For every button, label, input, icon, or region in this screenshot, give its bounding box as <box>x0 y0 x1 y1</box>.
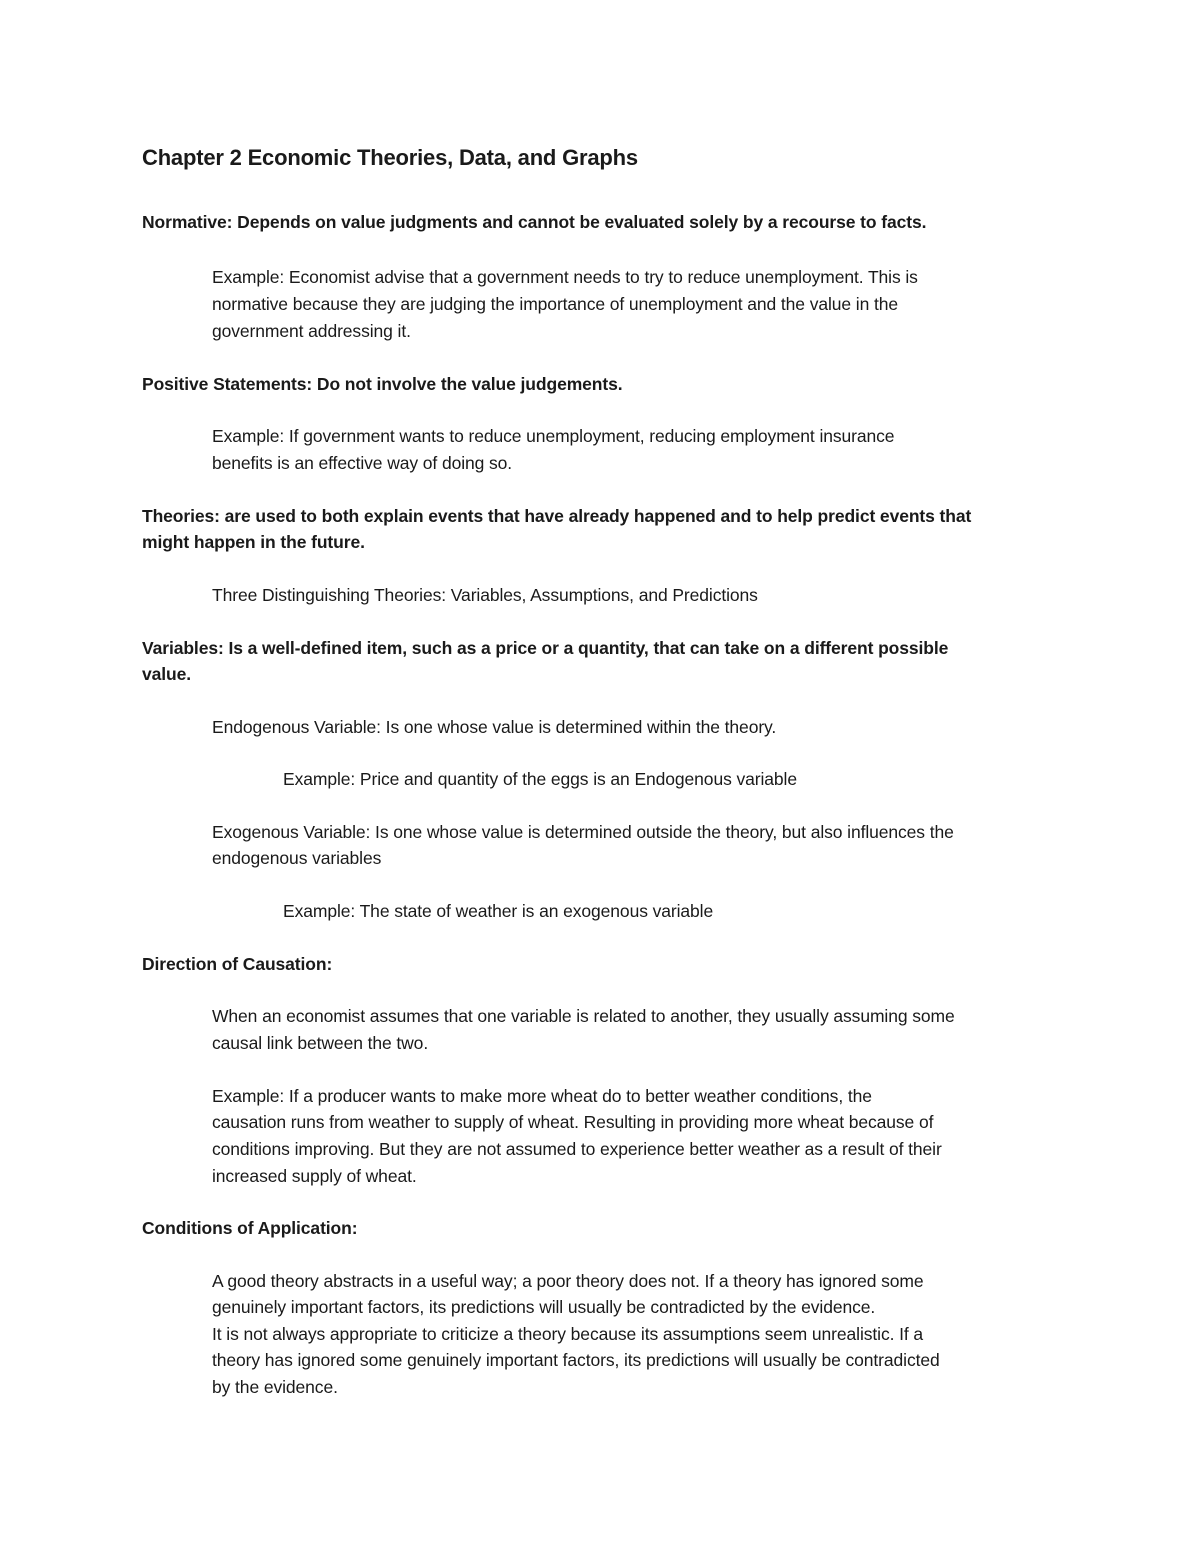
normative-example-line-1: Example: Economist advise that a government needs to try to reduce unemployment. This is <box>212 267 918 287</box>
conditions-text-line-1: A good theory abstracts in a useful way; a poor theory does not. If a theory has ignored some <box>212 1271 924 1291</box>
causation-example-line-2: causation runs from weather to supply of wheat. Resulting in providing more wheat because of <box>212 1112 934 1132</box>
causation-example-line-3: conditions improving. But they are not assumed to experience better weather as a result of their <box>212 1139 942 1159</box>
positive-example-line-2: benefits is an effective way of doing so. <box>212 453 513 473</box>
exogenous-variable-line-1: Exogenous Variable: Is one whose value is determined outside the theory, but also influences the <box>212 822 954 842</box>
endogenous-variable-definition: Endogenous Variable: Is one whose value is determined within the theory. <box>212 717 777 737</box>
conditions-of-application-heading: Conditions of Application: <box>142 1218 358 1238</box>
normative-example-line-2: normative because they are judging the importance of unemployment and the value in the <box>212 294 899 314</box>
variables-definition-line-1: Variables: Is a well-defined item, such as a price or a quantity, that can take on a different possible <box>142 638 949 658</box>
exogenous-variable-line-2: endogenous variables <box>212 848 382 868</box>
exogenous-example: Example: The state of weather is an exogenous variable <box>283 901 714 921</box>
theories-definition-line-2: might happen in the future. <box>142 532 365 552</box>
conditions-text-line-2: genuinely important factors, its predictions will usually be contradicted by the evidence. <box>212 1297 876 1317</box>
causation-example-line-4: increased supply of wheat. <box>212 1166 417 1186</box>
variables-definition-line-2: value. <box>142 664 192 684</box>
conditions-text-line-3: It is not always appropriate to criticize a theory because its assumptions seem unrealistic. If a <box>212 1324 924 1344</box>
causation-text-line-2: causal link between the two. <box>212 1033 429 1053</box>
endogenous-example: Example: Price and quantity of the eggs is an Endogenous variable <box>283 769 797 789</box>
positive-example-line-1: Example: If government wants to reduce unemployment, reducing employment insurance <box>212 426 895 446</box>
conditions-text-line-4: theory has ignored some genuinely important factors, its predictions will usually be contradicted <box>212 1350 940 1370</box>
theories-definition-line-1: Theories: are used to both explain events that have already happened and to help predict events that <box>142 506 972 526</box>
causation-example-line-1: Example: If a producer wants to make more wheat do to better weather conditions, the <box>212 1086 872 1106</box>
normative-definition: Normative: Depends on value judgments and cannot be evaluated solely by a recourse to facts. <box>142 212 927 232</box>
three-distinguishing-theories: Three Distinguishing Theories: Variables, Assumptions, and Predictions <box>212 585 758 605</box>
direction-of-causation-heading: Direction of Causation: <box>142 954 333 974</box>
positive-statements-definition: Positive Statements: Do not involve the value judgements. <box>142 374 623 394</box>
conditions-text-line-5: by the evidence. <box>212 1377 338 1397</box>
page-title: Chapter 2 Economic Theories, Data, and Graphs <box>142 145 638 170</box>
normative-example-line-3: government addressing it. <box>212 321 411 341</box>
causation-text-line-1: When an economist assumes that one variable is related to another, they usually assuming some <box>212 1006 955 1026</box>
